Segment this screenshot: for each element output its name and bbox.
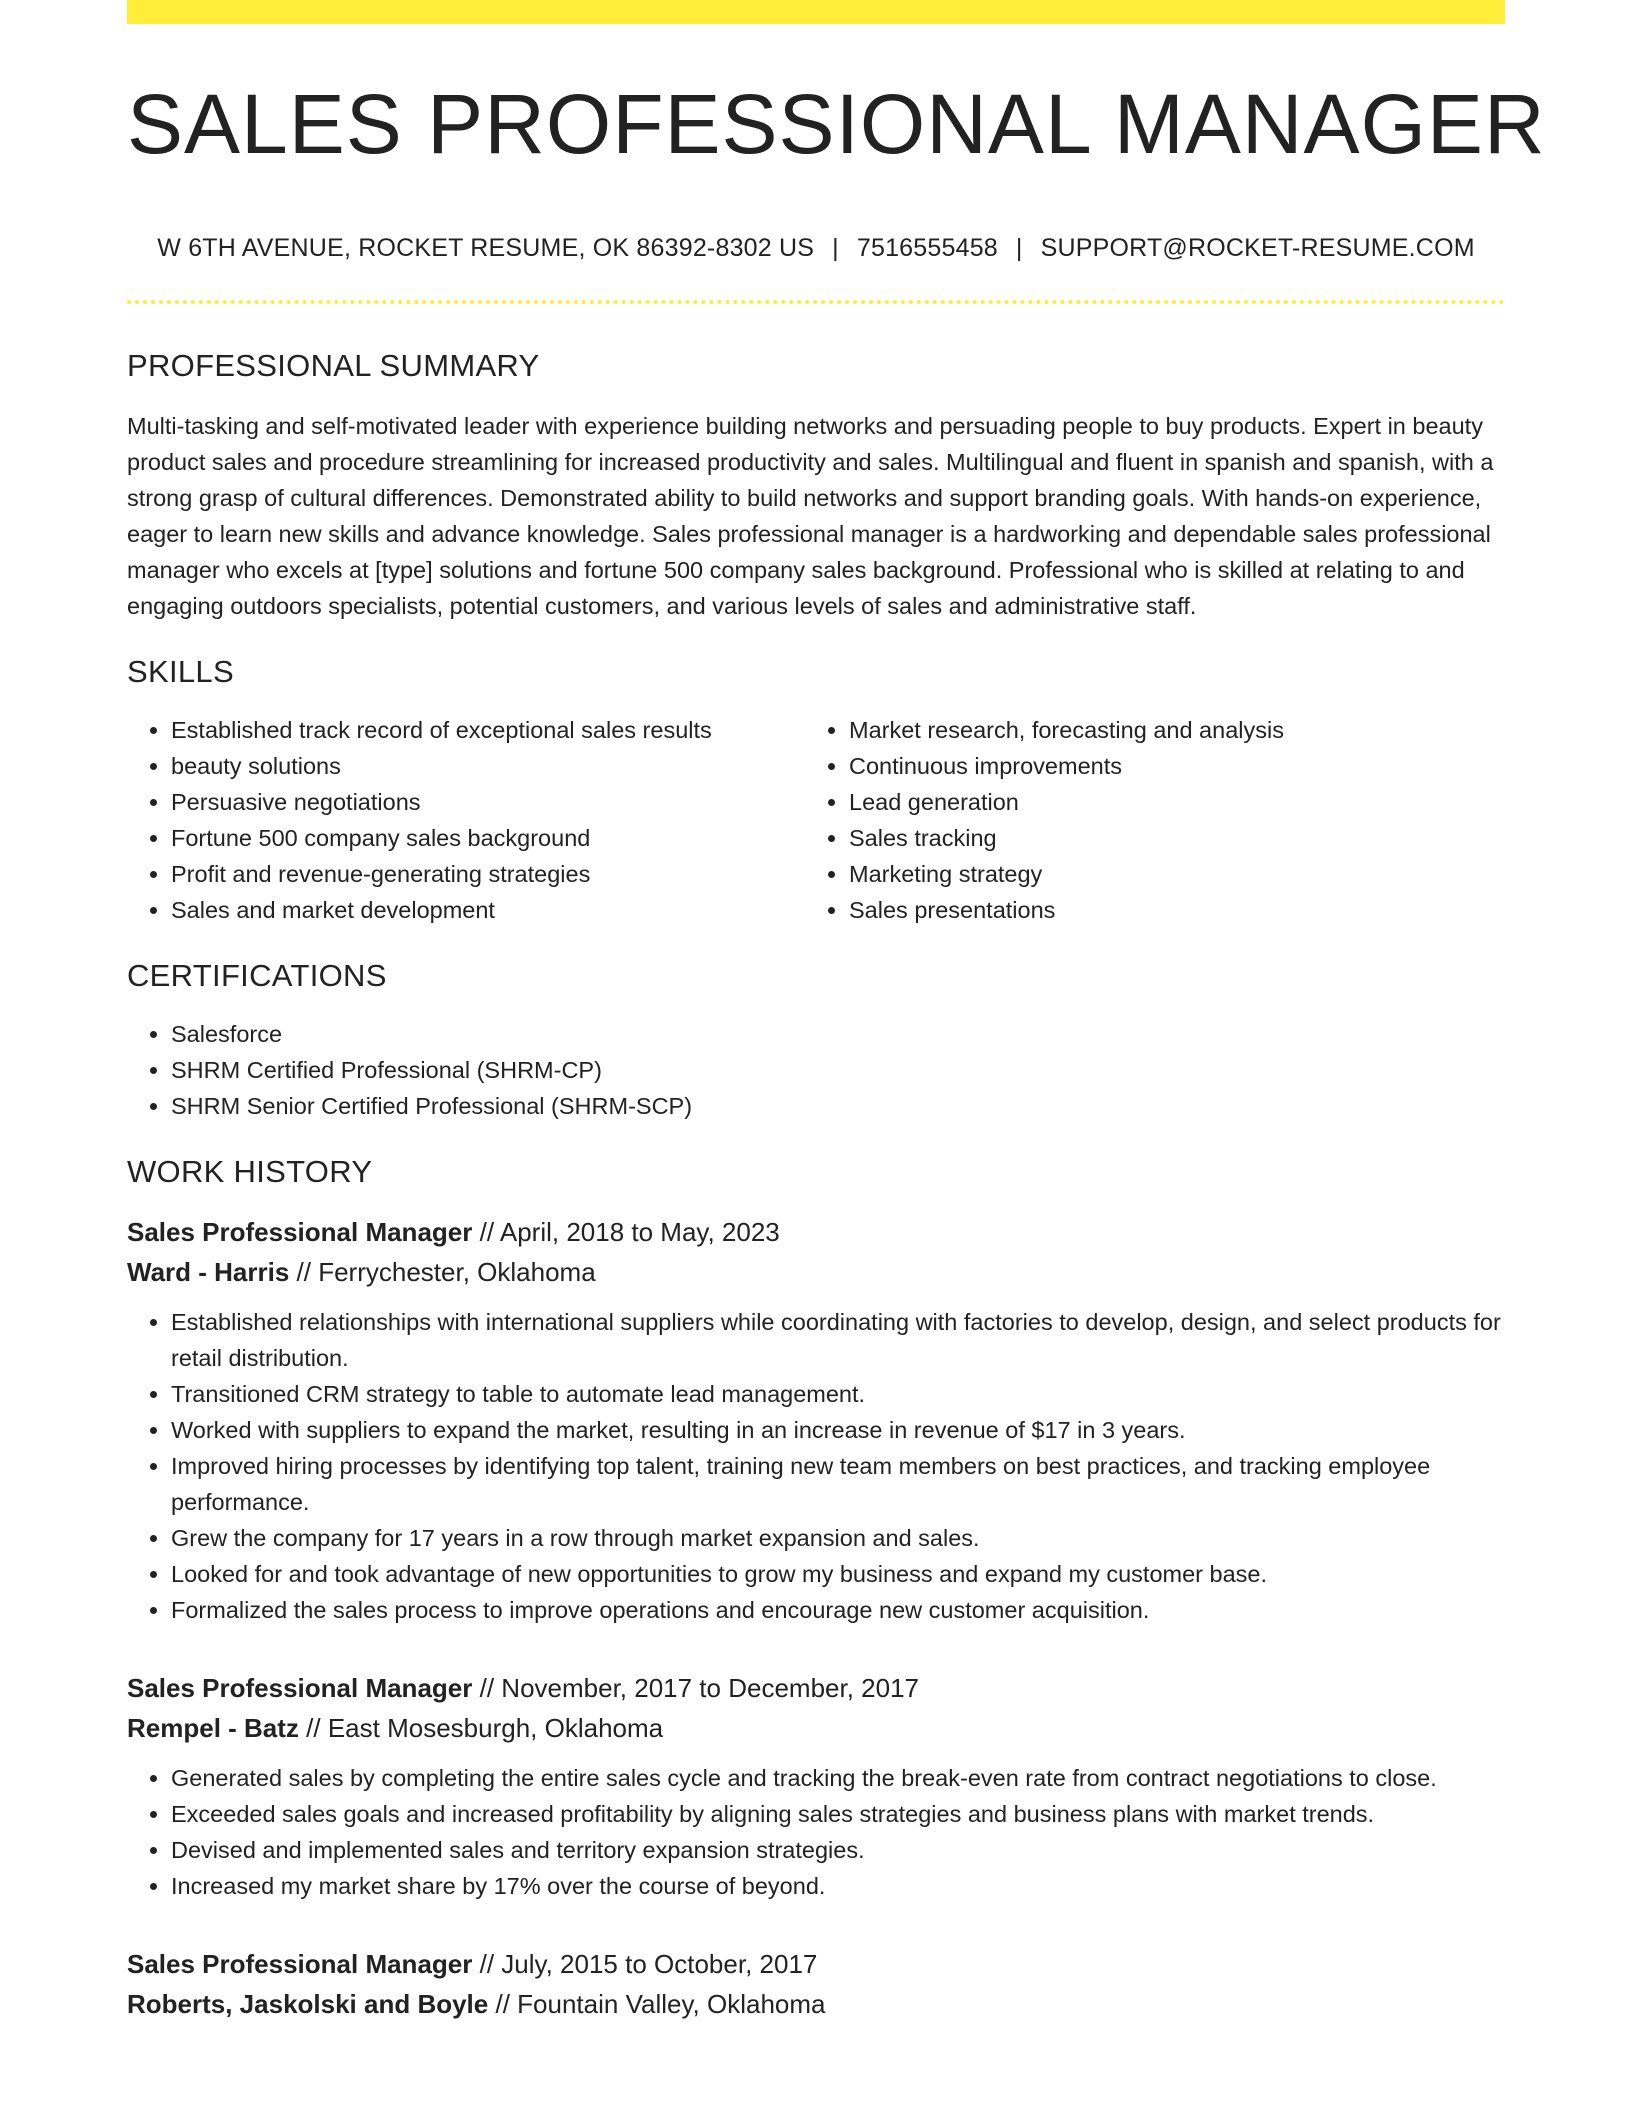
job-company-line [127, 1984, 1505, 2024]
skill-item: • Sales tracking [849, 820, 1483, 856]
job-separator: // [306, 1713, 321, 1743]
job-separator: // [296, 1257, 311, 1287]
job-bullet: • Improved hiring processes by identifying top talent, training new team members on best practices, and tracking employee performance. [171, 1448, 1505, 1520]
job-title: Sales Professional Manager [127, 1673, 473, 1703]
skills-grid [127, 712, 1505, 928]
contact-email: SUPPORT@ROCKET-RESUME.COM [1040, 234, 1475, 262]
skills-column-right [805, 712, 1483, 928]
skill-item: • Sales and market development [171, 892, 805, 928]
skill-item: • beauty solutions [171, 748, 805, 784]
job-bullet: • Generated sales by completing the entire sales cycle and tracking the break-even rate from contract negotiations to close. [171, 1760, 1505, 1796]
skills-column-left [127, 712, 805, 928]
job-bullet: • Devised and implemented sales and territory expansion strategies. [171, 1832, 1505, 1868]
certification-item: • SHRM Certified Professional (SHRM-CP) [171, 1052, 1505, 1088]
contact-separator: | [832, 234, 839, 262]
contact-phone: 7516555458 [856, 234, 998, 262]
skill-item: • Fortune 500 company sales background [171, 820, 805, 856]
summary-text: Multi-tasking and self-motivated leader with experience building networks and persuading people to buy products. Expert in beauty product sales and procedure streamlining for increased productivity and sales. Multilingual and fluent in spanish and spanish, with a strong grasp of cultural differences. Demonstrated ability to build networks and support branding goals. With hands-on experience, eager to learn new skills and advance knowledge. Sales professional manager is a hardworking and dependable sales professional manager who excels at [type] solutions and fortune 500 company sales background. Professional who is skilled at relating to and engaging outdoors specialists, potential customers, and various levels of sales and administrative staff. [127, 413, 1494, 619]
job-bullet: • Exceeded sales goals and increased profitability by aligning sales strategies and business plans with market trends. [171, 1796, 1505, 1832]
job-bullet: • Grew the company for 17 years in a row through market expansion and sales. [171, 1520, 1505, 1556]
skills-heading: SKILLS [127, 654, 234, 689]
job-dates: July, 2015 to October, 2017 [501, 1949, 818, 1979]
skill-item: • Market research, forecasting and analysis [849, 712, 1483, 748]
skills-list-left [127, 712, 805, 928]
summary-heading: PROFESSIONAL SUMMARY [127, 348, 540, 383]
job-entry [127, 1212, 1505, 1628]
job-bullet: • Worked with suppliers to expand the market, resulting in an increase in revenue of $17 in 3 years. [171, 1412, 1505, 1448]
job-company-line [127, 1708, 1505, 1748]
skill-item: • Profit and revenue-generating strategies [171, 856, 805, 892]
skill-item: • Persuasive negotiations [171, 784, 805, 820]
job-bullet: • Transitioned CRM strategy to table to automate lead management. [171, 1376, 1505, 1412]
job-title: Sales Professional Manager [127, 1217, 473, 1247]
contact-separator: | [1015, 234, 1023, 262]
job-dates: April, 2018 to May, 2023 [499, 1217, 780, 1247]
contact-address: W 6TH AVENUE, ROCKET RESUME, OK 86392-8302 US [157, 234, 815, 262]
skill-item: • Continuous improvements [849, 748, 1483, 784]
certifications-list [127, 1016, 1505, 1124]
job-bullet: • Increased my market share by 17% over the course of beyond. [171, 1868, 1505, 1904]
job-location: Fountain Valley, Oklahoma [517, 1989, 826, 2019]
job-company: Ward - Harris [127, 1257, 290, 1287]
job-bullet: • Established relationships with international suppliers while coordinating with factories to develop, design, and select products for retail distribution. [171, 1304, 1505, 1376]
job-bullet-list [127, 1304, 1505, 1628]
job-title-line [127, 1944, 1505, 1984]
skills-list-right [805, 712, 1483, 928]
job-bullet: • Formalized the sales process to improve operations and encourage new customer acquisition. [171, 1592, 1505, 1628]
job-title: Sales Professional Manager [127, 1949, 473, 1979]
job-entry [127, 1944, 1505, 2024]
job-title-line [127, 1212, 1505, 1252]
resume-page [127, 0, 1546, 2024]
skill-item: • Established track record of exceptional sales results [171, 712, 805, 748]
certification-item: • SHRM Senior Certified Professional (SHRM-SCP) [171, 1088, 1505, 1124]
contact-line [127, 234, 1505, 263]
skill-item: • Marketing strategy [849, 856, 1483, 892]
certification-item: • Salesforce [171, 1016, 1505, 1052]
job-entry [127, 1668, 1505, 1904]
job-bullet: • Looked for and took advantage of new opportunities to grow my business and expand my customer base. [171, 1556, 1505, 1592]
work-history-heading: WORK HISTORY [127, 1154, 373, 1189]
job-separator: // [495, 1989, 510, 2019]
accent-bar [127, 0, 1505, 24]
skill-item: • Lead generation [849, 784, 1483, 820]
job-location: Ferrychester, Oklahoma [318, 1257, 596, 1287]
job-title-line [127, 1668, 1505, 1708]
job-location: East Mosesburgh, Oklahoma [327, 1713, 664, 1743]
job-company: Roberts, Jaskolski and Boyle [127, 1989, 489, 2019]
job-bullet-list [127, 1760, 1505, 1904]
job-company: Rempel - Batz [127, 1713, 299, 1743]
job-separator: // [479, 1949, 495, 1979]
skill-item: • Sales presentations [849, 892, 1483, 928]
job-separator: // [479, 1673, 495, 1703]
resume-title: SALES PROFESSIONAL MANAGER [127, 77, 1546, 171]
job-dates: November, 2017 to December, 2017 [501, 1673, 919, 1703]
dotted-divider [127, 300, 1505, 304]
job-company-line [127, 1252, 1505, 1292]
job-separator: // [479, 1217, 495, 1247]
certifications-heading: CERTIFICATIONS [127, 958, 387, 993]
